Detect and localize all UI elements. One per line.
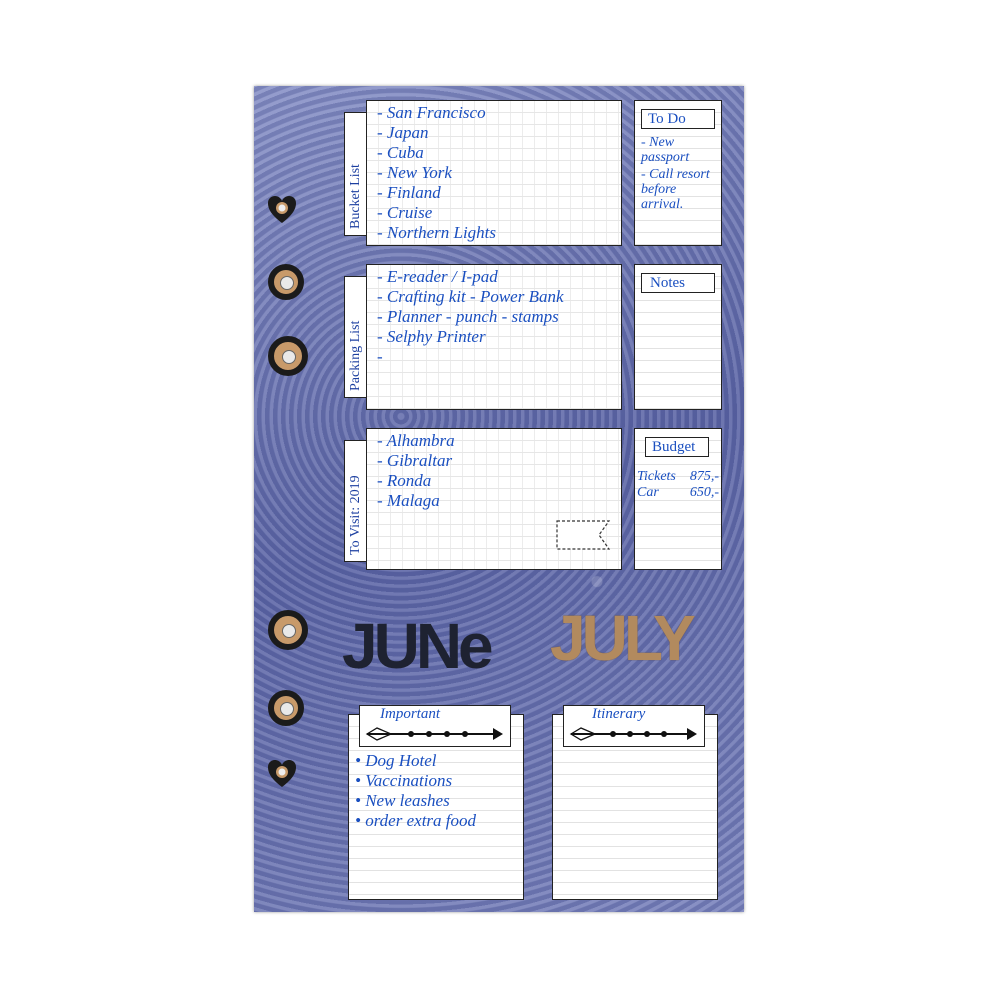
list-item: - Gibraltar <box>377 451 453 470</box>
list-item: - Crafting kit - Power Bank <box>377 287 564 306</box>
itinerary-header <box>563 705 705 747</box>
bucket-list-card <box>366 100 622 246</box>
todo-card <box>634 100 722 246</box>
binder-ring <box>268 610 308 650</box>
bucket-list <box>377 103 496 243</box>
itinerary-card <box>552 706 718 900</box>
todo-title-box <box>641 109 715 129</box>
budget-item: Car <box>637 485 659 500</box>
budget-title: Budget <box>652 439 696 455</box>
list-item: - E-reader / I-pad <box>377 267 498 286</box>
budget-amount: 650,- <box>689 485 719 500</box>
packing-list-tab <box>344 276 368 398</box>
arrow-icon <box>567 726 701 742</box>
list-item: • order extra food <box>355 811 477 830</box>
binder-ring <box>268 336 308 376</box>
to-visit-card <box>366 428 622 570</box>
itinerary-title: Itinerary <box>592 706 646 722</box>
todo-item: - Call resort before arrival. <box>641 167 710 212</box>
list-item: - San Francisco <box>377 103 486 122</box>
budget-title-box <box>645 437 709 457</box>
notes-card <box>634 264 722 410</box>
to-visit-label: To Visit: 2019 <box>348 475 363 555</box>
list-item: - Malaga <box>377 491 440 510</box>
to-visit-list <box>377 431 455 511</box>
bucket-list-label: Bucket List <box>348 164 363 229</box>
list-item: • Vaccinations <box>355 771 453 790</box>
budget-card <box>634 428 722 570</box>
to-visit-tab <box>344 440 368 562</box>
flag-icon <box>555 519 611 551</box>
budget-row <box>637 485 719 500</box>
packing-list <box>377 267 564 367</box>
important-card <box>348 706 524 900</box>
heart-icon <box>266 194 298 226</box>
packing-list-label: Packing List <box>348 320 363 391</box>
binder-ring <box>268 264 304 300</box>
budget-amount: 875,- <box>689 469 719 484</box>
list-item: • New leashes <box>355 791 450 810</box>
list-item: - Northern Lights <box>377 223 497 242</box>
list-item: - Japan <box>377 123 429 142</box>
important-list <box>355 751 476 831</box>
binder-ring <box>268 690 304 726</box>
planner-page <box>254 86 744 912</box>
list-item: - Alhambra <box>377 431 455 450</box>
notes-title-box <box>641 273 715 293</box>
list-item: - Ronda <box>377 471 432 490</box>
month-june: JUNe <box>342 610 490 682</box>
list-item: - Finland <box>377 183 441 202</box>
budget-item: Tickets <box>637 469 676 484</box>
list-item: - New York <box>377 163 452 182</box>
todo-title: To Do <box>648 111 686 127</box>
list-item: • Dog Hotel <box>355 751 437 770</box>
list-item: - Selphy Printer <box>377 327 486 346</box>
important-title: Important <box>380 706 440 722</box>
list-item: - <box>377 347 383 366</box>
month-july: JULY <box>550 602 692 674</box>
list-item: - Planner - punch - stamps <box>377 307 559 326</box>
notes-title: Notes <box>650 275 685 291</box>
important-header <box>359 705 511 747</box>
todo-item: - New passport <box>641 135 690 165</box>
budget-row <box>637 469 719 484</box>
packing-list-card <box>366 264 622 410</box>
heart-icon <box>266 758 298 790</box>
list-item: - Cruise <box>377 203 433 222</box>
list-item: - Cuba <box>377 143 424 162</box>
bucket-list-tab <box>344 112 368 236</box>
arrow-icon <box>363 726 507 742</box>
